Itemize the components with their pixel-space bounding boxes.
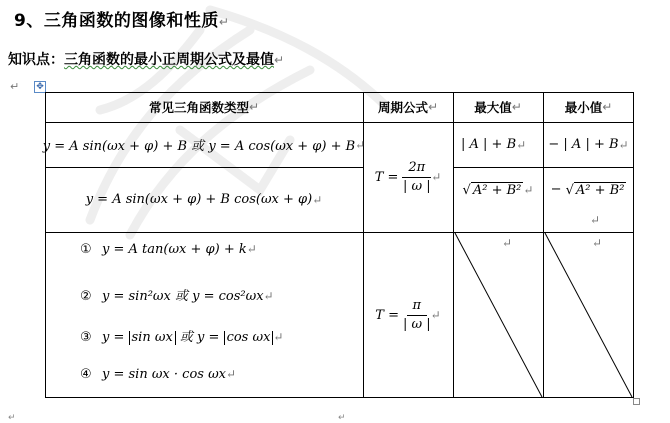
cell-mark: ↵ — [502, 236, 513, 250]
max-value-2: √ A² + B² ↵ — [462, 182, 534, 198]
list-item-abs: ③ y = sin ωx 或 y = cos ωx ↵ — [80, 330, 284, 345]
page-title: 9、三角函数的图像和性质↵ — [14, 11, 230, 31]
trig-table — [42, 92, 634, 398]
knowledge-point-label: 知识点： — [8, 52, 64, 68]
knowledge-point-text: 三角函数的最小正周期公式及最值 — [64, 52, 274, 68]
list-item-product: ④ y = sin ωx · cos ωx↵ — [80, 367, 237, 382]
period-formula-1: T = $\frac{2\pi}{| \omega |}$ ↵ — [374, 159, 442, 194]
header-max: 最大值 ↵ — [474, 100, 522, 115]
cell-mark: ↵ — [590, 213, 601, 227]
header-type: 常见三角函数类型 ↵ — [148, 100, 260, 115]
period-formula-2: T = $\frac{\pi}{| \omega |}$ ↵ — [375, 297, 441, 332]
header-min: 最小值 ↵ — [564, 100, 613, 115]
func-sin-cos-shift: y = A sin(ωx + φ) + B 或 y = A cos(ωx + φ) + B ↵ — [42, 137, 366, 154]
min-value-2: − √ A² + B² — [550, 182, 625, 198]
knowledge-point-heading: 知识点：三角函数的最小正周期公式及最值↵ — [8, 52, 285, 68]
list-item-squares: ② y = sin²ωx 或 y = cos²ωx↵ — [80, 289, 274, 304]
list-item-tan: ① y = A tan(ωx + φ) + k↵ — [80, 242, 257, 257]
table-resize-handle[interactable] — [633, 398, 640, 405]
paragraph-mark: ↵ — [10, 80, 20, 93]
header-period: 周期公式 ↵ — [377, 100, 439, 115]
func-sin-plus-cos: y = A sin(ωx + φ) + B cos(ωx + φ) ↵ — [85, 192, 323, 207]
cell-mark: ↵ — [592, 236, 603, 250]
max-value-1: | A | + B ↵ — [461, 137, 527, 152]
table-move-handle-icon[interactable]: ✥ — [34, 81, 46, 93]
paragraph-mark: ↵ — [8, 413, 16, 423]
diagonal-min — [545, 233, 632, 397]
paragraph-mark: ↵ — [338, 413, 346, 423]
diagonal-max — [455, 233, 542, 397]
min-value-1: − | A | + B ↵ — [548, 137, 629, 152]
